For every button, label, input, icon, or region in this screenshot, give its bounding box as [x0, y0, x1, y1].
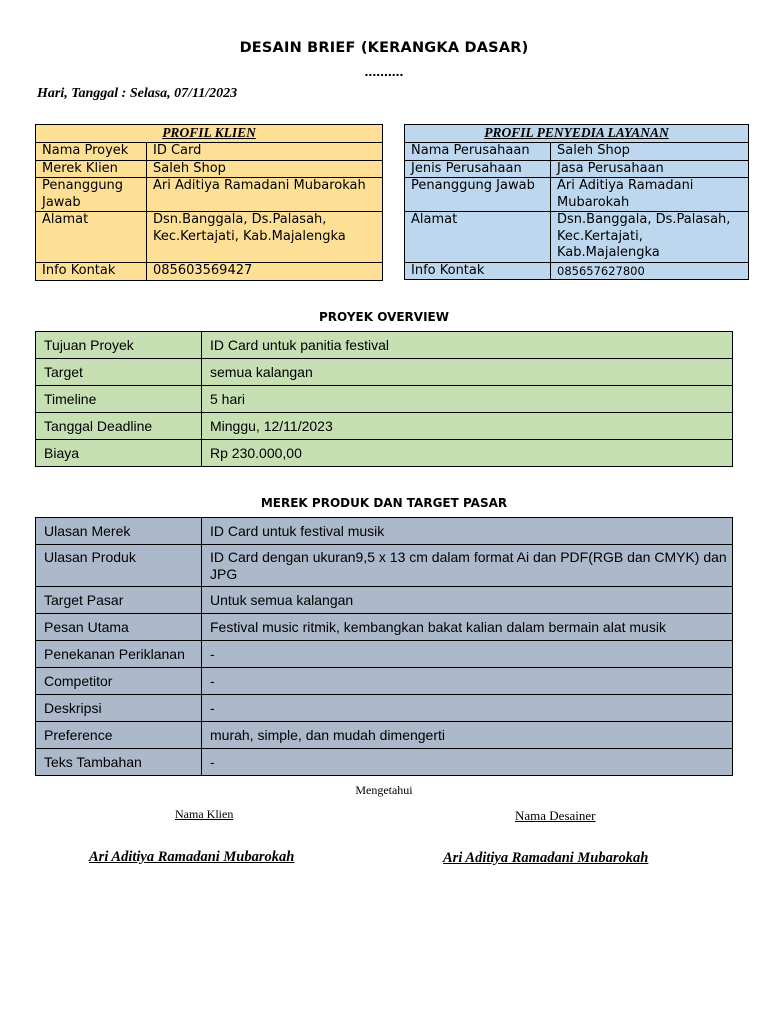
- row-value: -: [202, 749, 733, 776]
- title-dots: ..........: [364, 63, 404, 79]
- row-value: 5 hari: [202, 386, 733, 413]
- table-row: [36, 143, 383, 161]
- row-label: Tujuan Proyek: [36, 332, 202, 359]
- table-row: [405, 178, 749, 212]
- row-value: Saleh Shop: [147, 160, 383, 178]
- row-label: Deskripsi: [36, 695, 202, 722]
- table-row: [405, 160, 749, 178]
- date-line: Hari, Tanggal : Selasa, 07/11/2023: [37, 86, 238, 101]
- row-value: Dsn.Banggala, Ds.Palasah, Kec.Kertajati, Kab.Majalengka: [551, 212, 749, 263]
- row-value: ID Card untuk festival musik: [202, 518, 733, 545]
- desainer-signature-name: Ari Aditiya Ramadani Mubarokah: [443, 850, 649, 866]
- row-value: Rp 230.000,00: [202, 440, 733, 467]
- row-value: -: [202, 641, 733, 668]
- row-value: Saleh Shop: [551, 143, 749, 161]
- row-label: Timeline: [36, 386, 202, 413]
- profil-klien-header: PROFIL KLIEN: [36, 125, 383, 143]
- row-value: Ari Aditiya Ramadani Mubarokah: [551, 178, 749, 212]
- table-row: [36, 440, 733, 467]
- row-label: Target Pasar: [36, 587, 202, 614]
- row-value: ID Card dengan ukuran9,5 x 13 cm dalam format Ai dan PDF(RGB dan CMYK) dan JPG: [202, 545, 733, 587]
- table-row: [36, 749, 733, 776]
- row-label: Teks Tambahan: [36, 749, 202, 776]
- row-value: -: [202, 695, 733, 722]
- row-label: Penekanan Periklanan: [36, 641, 202, 668]
- row-label: Biaya: [36, 440, 202, 467]
- row-value: Dsn.Banggala, Ds.Palasah, Kec.Kertajati, Kab.Majalengka: [147, 212, 383, 263]
- nama-klien-label: Nama Klien: [175, 807, 234, 821]
- merek-produk-table: [35, 517, 733, 776]
- row-value: ID Card untuk panitia festival: [202, 332, 733, 359]
- row-label: Target: [36, 359, 202, 386]
- table-row: [36, 518, 733, 545]
- row-value: -: [202, 668, 733, 695]
- row-label: Tanggal Deadline: [36, 413, 202, 440]
- table-row: [405, 262, 749, 280]
- table-row: [36, 160, 383, 178]
- table-row: [36, 641, 733, 668]
- table-row: [36, 212, 383, 263]
- row-value: 085603569427: [147, 263, 383, 281]
- row-value: Ari Aditiya Ramadani Mubarokah: [147, 178, 383, 212]
- profil-penyedia-header: PROFIL PENYEDIA LAYANAN: [405, 125, 749, 143]
- profil-klien-table: [35, 124, 383, 281]
- row-label: Penanggung Jawab: [36, 178, 147, 212]
- row-label: Nama Perusahaan: [405, 143, 551, 161]
- table-row: [36, 614, 733, 641]
- nama-desainer-label: Nama Desainer: [515, 808, 596, 823]
- proyek-overview-title: PROYEK OVERVIEW: [319, 310, 449, 324]
- table-row: [36, 263, 383, 281]
- row-label: Competitor: [36, 668, 202, 695]
- row-label: Preference: [36, 722, 202, 749]
- row-value: semua kalangan: [202, 359, 733, 386]
- row-label: Ulasan Produk: [36, 545, 202, 587]
- row-value: Jasa Perusahaan: [551, 160, 749, 178]
- row-label: Alamat: [36, 212, 147, 263]
- row-value: Untuk semua kalangan: [202, 587, 733, 614]
- table-row: [36, 722, 733, 749]
- table-row: [36, 545, 733, 587]
- document-title: DESAIN BRIEF (KERANGKA DASAR): [239, 40, 529, 56]
- table-row: [36, 668, 733, 695]
- table-row: [405, 143, 749, 161]
- row-label: Penanggung Jawab: [405, 178, 551, 212]
- row-value: Festival music ritmik, kembangkan bakat kalian dalam bermain alat musik: [202, 614, 733, 641]
- table-row: [36, 332, 733, 359]
- row-label: Pesan Utama: [36, 614, 202, 641]
- table-row: [36, 587, 733, 614]
- klien-signature-name: Ari Aditiya Ramadani Mubarokah: [89, 849, 295, 865]
- table-row: [36, 413, 733, 440]
- row-value: 085657627800: [551, 262, 749, 280]
- table-row: [405, 212, 749, 263]
- row-label: Ulasan Merek: [36, 518, 202, 545]
- row-value: Minggu, 12/11/2023: [202, 413, 733, 440]
- table-row: [36, 386, 733, 413]
- row-label: Info Kontak: [405, 262, 551, 280]
- table-row: [36, 178, 383, 212]
- row-label: Jenis Perusahaan: [405, 160, 551, 178]
- profil-penyedia-table: [404, 124, 749, 280]
- mengetahui-label: Mengetahui: [355, 783, 413, 797]
- merek-produk-title: MEREK PRODUK DAN TARGET PASAR: [260, 496, 508, 510]
- row-label: Merek Klien: [36, 160, 147, 178]
- table-row: [36, 359, 733, 386]
- row-label: Info Kontak: [36, 263, 147, 281]
- table-row: [36, 695, 733, 722]
- row-label: Nama Proyek: [36, 143, 147, 161]
- row-value: murah, simple, dan mudah dimengerti: [202, 722, 733, 749]
- proyek-overview-table: [35, 331, 733, 467]
- row-label: Alamat: [405, 212, 551, 263]
- row-value: ID Card: [147, 143, 383, 161]
